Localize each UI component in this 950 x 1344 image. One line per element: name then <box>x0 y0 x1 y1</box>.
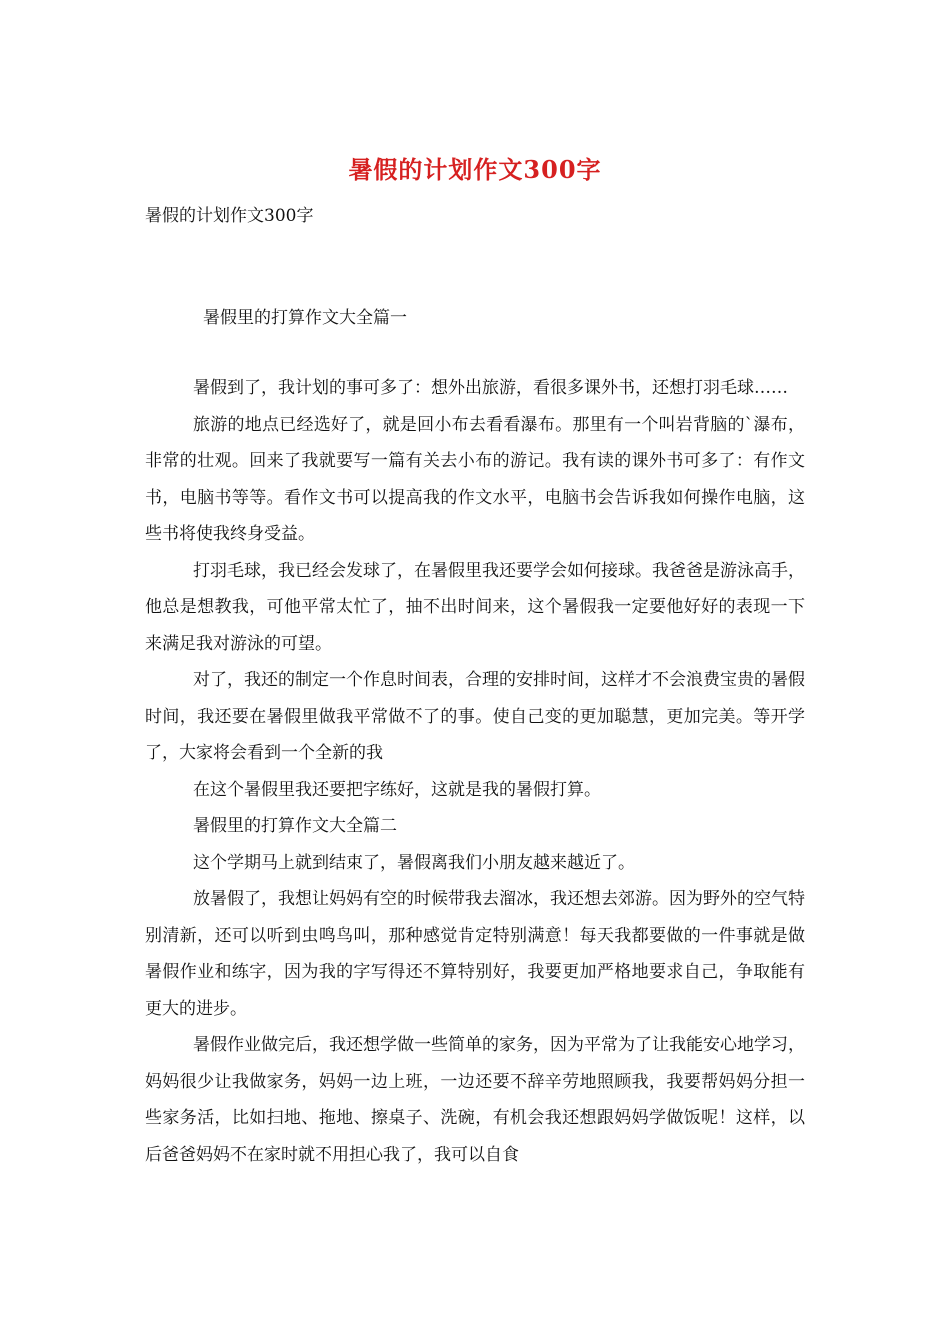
section-heading-one: 暑假里的打算作文大全篇一 <box>203 308 407 328</box>
document-subtitle: 暑假的计划作文300字 <box>145 206 314 226</box>
paragraph: 旅游的地点已经选好了，就是回小布去看看瀑布。那里有一个叫岩背脑的`瀑布，非常的壮观。回来了我就要写一篇有关去小布的游记。我有读的课外书可多了：有作文书，电脑书等等。看作文书可以提高我的作文水平，电脑书会告诉我如何操作电脑，这些书将使我终身受益。 <box>145 414 805 544</box>
paragraph: 对了，我还的制定一个作息时间表，合理的安排时间，这样才不会浪费宝贵的暑假时间，我还要在暑假里做我平常做不了的事。使自己变的更加聪慧，更加完美。等开学了，大家将会看到一个全新的我 <box>145 670 805 763</box>
paragraph: 放暑假了，我想让妈妈有空的时候带我去溜冰，我还想去郊游。因为野外的空气特别清新，还可以听到虫鸣鸟叫，那种感觉肯定特别满意！每天我都要做的一件事就是做暑假作业和练字，因为我的字写得还不算特别好，我要更加严格地要求自己，争取能有更大的进步。 <box>145 889 805 1019</box>
section-heading-two: 暑假里的打算作文大全篇二 <box>193 816 397 836</box>
paragraph: 这个学期马上就到结束了，暑假离我们小朋友越来越近了。 <box>193 852 635 873</box>
paragraph: 在这个暑假里我还要把字练好，这就是我的暑假打算。 <box>193 779 601 800</box>
document-body <box>145 370 805 1173</box>
paragraph: 暑假作业做完后，我还想学做一些简单的家务，因为平常为了让我能安心地学习，妈妈很少让我做家务，妈妈一边上班，一边还要不辞辛劳地照顾我，我要帮妈妈分担一些家务活，比如扫地、拖地、擦桌子、洗碗，有机会我还想跟妈妈学做饭呢！这样，以后爸爸妈妈不在家时就不用担心我了，我可以自食 <box>145 1035 805 1165</box>
paragraph: 打羽毛球，我已经会发球了，在暑假里我还要学会如何接球。我爸爸是游泳高手，他总是想教我，可他平常太忙了，抽不出时间来，这个暑假我一定要他好好的表现一下来满足我对游泳的可望。 <box>145 560 805 654</box>
document-title: 暑假的计划作文300字 <box>348 155 602 184</box>
paragraph: 暑假到了，我计划的事可多了：想外出旅游，看很多课外书，还想打羽毛球…… <box>193 378 788 398</box>
